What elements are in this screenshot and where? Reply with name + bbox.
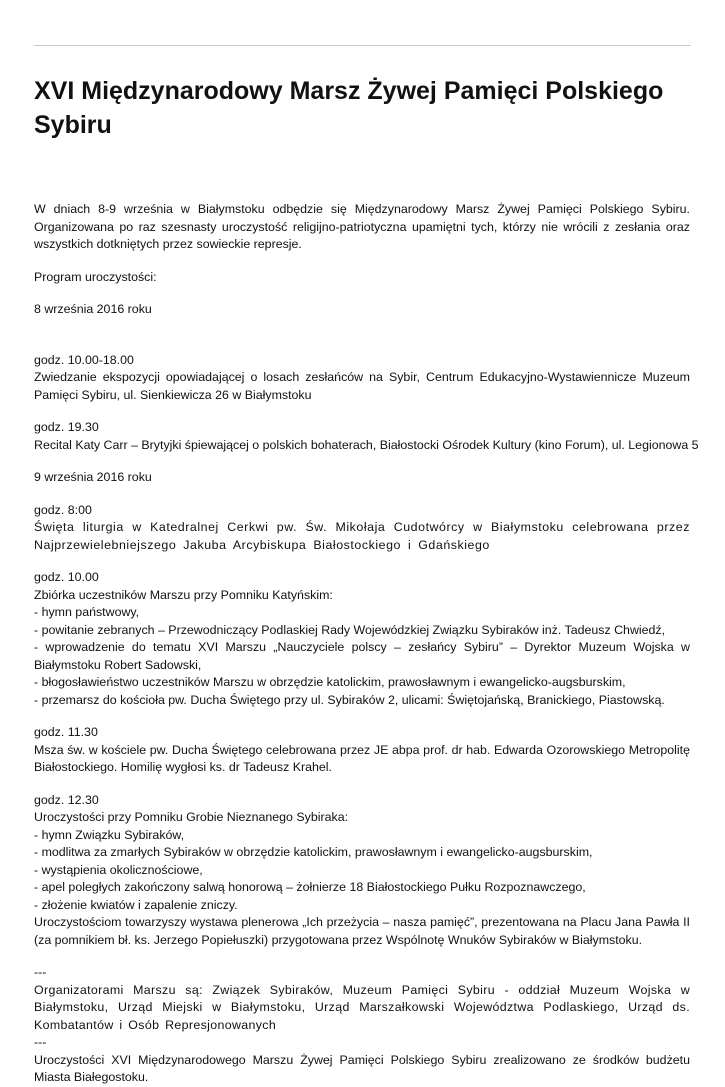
event-block	[34, 352, 690, 405]
funding-paragraph: Uroczystości XVI Międzynarodowego Marszu Żywej Pamięci Polskiego Sybiru zrealizowano ze środków budżetu Miasta Białegostoku.	[34, 1052, 690, 1084]
event-time: godz. 10.00	[34, 570, 99, 584]
event-line: - hymn państwowy,	[34, 605, 140, 619]
intro-paragraph: W dniach 8-9 września w Białymstoku odbędzie się Międzynarodowy Marsz Żywej Pamięci Polskiego Sybiru. Organizowana po raz szesnasty uroczystość religijno-patriotyczna upamiętni tych, którzy nie wrócili z zesłania oraz wszystkich dotkniętych przez sowieckie represje.	[34, 202, 690, 251]
event-description: Święta liturgia w Katedralnej Cerkwi pw. Św. Mikołaja Cudotwórcy w Białymstoku celebrowana przez Najprzewielebniejszego Jakuba Arcybiskupa Białostockiego i Gdańskiego	[34, 520, 690, 552]
event-time: godz. 11.30	[34, 725, 98, 739]
event-block	[34, 502, 690, 555]
event-time: godz. 12.30	[34, 792, 99, 807]
event-line: Zbiórka uczestników Marszu przy Pomniku Katyńskim:	[34, 587, 333, 602]
event-description: Recital Katy Carr – Brytyjki śpiewającej o polskich bohaterach, Białostocki Ośrodek Kultury (kino Forum), ul. Legionowa 5	[34, 437, 699, 452]
event-line: - wprowadzenie do tematu XVI Marszu „Nauczyciele polscy – zesłańcy Sybiru” – Dyrektor Muzeum Wojska w Białymstoku Robert Sadowski,	[34, 640, 690, 672]
event-line: Uroczystościom towarzyszy wystawa plenerowa „Ich przeżycia – nasza pamięć”, prezentowana na Placu Jana Pawła II (za pomnikiem bł. ks. Jerzego Popiełuszki) przygotowana przez Wspólnotę Wnuków Sybiraków w Białymstoku.	[34, 915, 690, 947]
event-block	[34, 569, 690, 709]
event-line: - złożenie kwiatów i zapalenie zniczy.	[34, 897, 238, 912]
separator: ---	[34, 1035, 47, 1049]
event-time: godz. 10.00-18.00	[34, 352, 134, 367]
event-line: - przemarsz do kościoła pw. Ducha Świętego przy ul. Sybiraków 2, ulicami: Świętojańską, Branickiego, Piastowską.	[34, 692, 665, 707]
event-time: godz. 19.30	[34, 420, 99, 434]
organizers-paragraph: Organizatorami Marszu są: Związek Sybiraków, Muzeum Pamięci Sybiru - oddział Muzeum Wojska w Białymstoku, Urząd Miejski w Białymstoku, Urząd Marszałkowski Województwa Podlaskiego, Urząd ds. Kombatantów i Osób Represjonowanych	[34, 982, 690, 1032]
separator: ---	[34, 965, 47, 979]
event-line: - wystąpienia okolicznościowe,	[34, 862, 203, 877]
day2-date: 9 września 2016 roku	[34, 470, 152, 484]
event-line: - modlitwa za zmarłych Sybiraków w obrzędzie katolickim, prawosławnym i ewangelicko-augsburskim,	[34, 845, 593, 859]
event-line: Uroczystości przy Pomniku Grobie Nieznanego Sybiraka:	[34, 810, 349, 824]
event-line: - apel poległych zakończony salwą honorową – żołnierze 18 Białostockiego Pułku Rozpoznawczego,	[34, 880, 586, 894]
event-line: - powitanie zebranych – Przewodniczący Podlaskiej Rady Wojewódzkiej Związku Sybiraków inż. Tadeusz Chwiedź,	[34, 622, 666, 637]
event-line: - błogosławieństwo uczestników Marszu w obrzędzie katolickim, prawosławnym i ewangelicko-augsburskim,	[34, 675, 626, 689]
page-title: XVI Międzynarodowy Marsz Żywej Pamięci Polskiego Sybiru	[34, 77, 664, 139]
program-label: Program uroczystości:	[34, 269, 157, 284]
event-description	[34, 587, 690, 710]
event-description: Msza św. w kościele pw. Ducha Świętego celebrowana przez JE abpa prof. dr hab. Edwarda Ozorowskiego Metropolitę Białostockiego. Homilię wygłosi ks. dr Tadeusz Krahel.	[34, 742, 690, 774]
event-time: godz. 8:00	[34, 502, 92, 517]
event-line: - hymn Związku Sybiraków,	[34, 827, 185, 842]
event-block	[34, 792, 690, 950]
event-description: Zwiedzanie ekspozycji opowiadającej o losach zesłańców na Sybir, Centrum Edukacyjno-Wystawiennicze Muzeum Pamięci Sybiru, ul. Sienkiewicza 26 w Białymstoku	[34, 370, 690, 402]
day1-date: 8 września 2016 roku	[34, 302, 152, 316]
event-block	[34, 419, 699, 454]
event-description	[34, 809, 690, 949]
event-block	[34, 724, 690, 777]
article	[34, 74, 699, 1087]
top-divider	[34, 45, 691, 46]
